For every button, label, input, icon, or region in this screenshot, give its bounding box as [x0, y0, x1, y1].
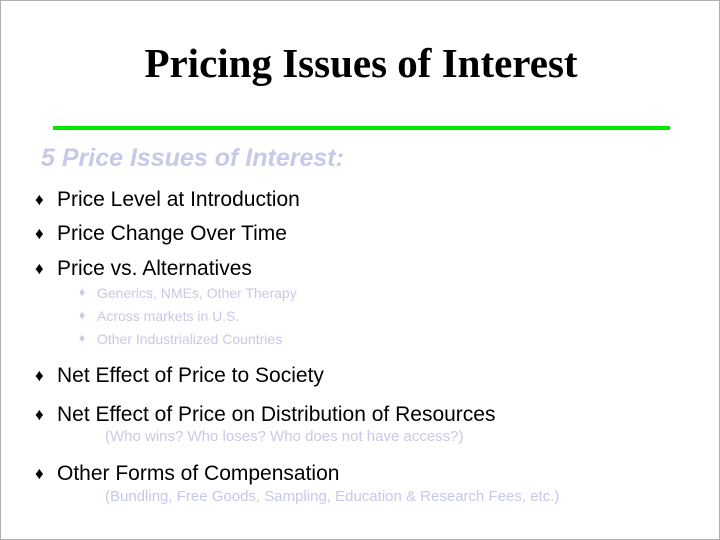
- list-item: [35, 404, 695, 425]
- bullet-diamond-icon: ♦: [79, 307, 86, 322]
- bullet-diamond-icon: ♦: [35, 258, 44, 278]
- bullet-diamond-icon: ♦: [79, 330, 86, 345]
- list-item-label: Price vs. Alternatives: [57, 256, 252, 280]
- list-item-label: Price Change Over Time: [57, 222, 287, 246]
- page-title: Pricing Issues of Interest: [144, 40, 578, 86]
- list-item-label: Other Forms of Compensation: [57, 462, 340, 486]
- bullet-diamond-icon: ♦: [35, 405, 44, 424]
- bullet-diamond-icon: ♦: [35, 190, 44, 209]
- list-item-label: Price Level at Introduction: [57, 188, 300, 211]
- bullet-diamond-icon: ♦: [35, 464, 44, 484]
- bullet-list: [35, 189, 695, 505]
- list-item-label: Net Effect of Price to Society: [57, 363, 324, 387]
- sub-list-item: [79, 308, 695, 324]
- list-item: [35, 463, 695, 484]
- list-item-note: (Bundling, Free Goods, Sampling, Education & Research Fees, etc.): [105, 487, 560, 505]
- sub-list-item-label: Across markets in U.S.: [97, 307, 240, 324]
- sub-list-item: [79, 331, 695, 347]
- slide-subtitle: 5 Price Issues of Interest:: [41, 144, 344, 172]
- list-item: [35, 223, 695, 244]
- list-item: [35, 365, 695, 386]
- list-item: [35, 189, 695, 210]
- list-item: [35, 258, 695, 279]
- sub-list: [79, 285, 695, 347]
- sub-list-item-label: Generics, NMEs, Other Therapy: [97, 284, 297, 301]
- list-item-label: Net Effect of Price on Distribution of Resources: [57, 403, 496, 426]
- title-divider: [53, 126, 670, 130]
- sub-list-item-label: Other Industrialized Countries: [97, 330, 283, 347]
- bullet-diamond-icon: ♦: [35, 224, 44, 244]
- bullet-diamond-icon: ♦: [35, 365, 44, 385]
- bullet-diamond-icon: ♦: [79, 284, 86, 299]
- sub-list-item: [79, 285, 695, 301]
- list-item-note: (Who wins? Who loses? Who does not have access?): [105, 428, 464, 446]
